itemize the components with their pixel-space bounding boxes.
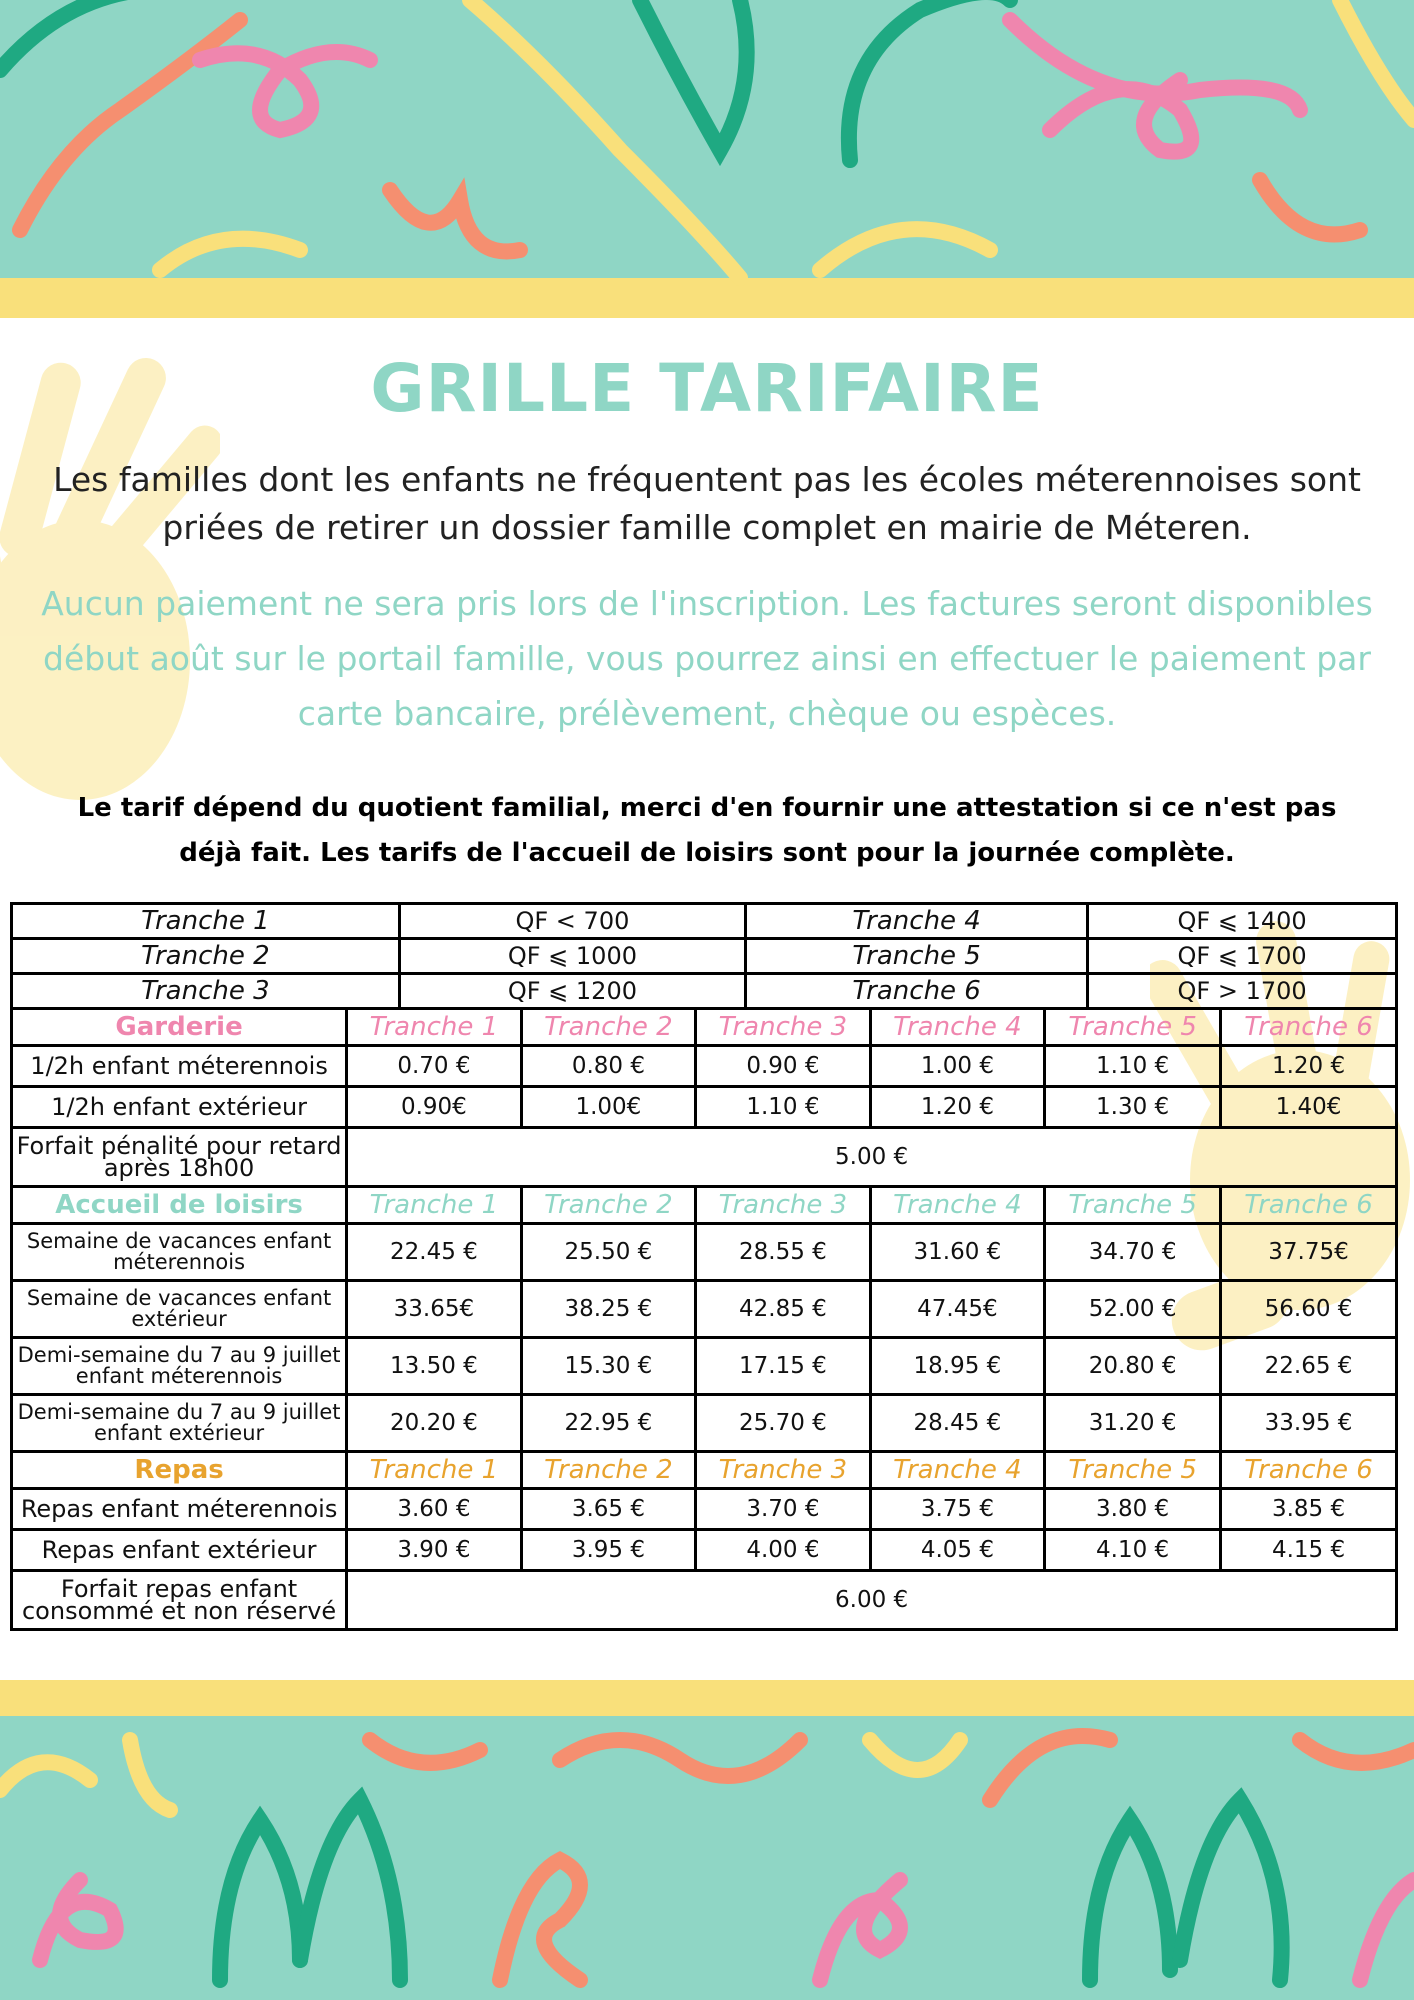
price-cell: 28.55 € [696,1224,871,1281]
table-row [12,1530,1397,1571]
row-label: Forfait pénalité pour retard après 18h00 [12,1128,347,1187]
garderie-heading: Garderie [12,1009,347,1046]
tranche-header: Tranche 1 [347,1009,522,1046]
price-cell: 31.20 € [1045,1395,1221,1452]
loisirs-header-row [12,1187,1397,1224]
tranche-header: Tranche 5 [1045,1187,1221,1224]
tranche-header: Tranche 3 [696,1452,871,1489]
price-cell: 56.60 € [1221,1281,1397,1338]
price-cell: 22.45 € [347,1224,522,1281]
price-cell: 42.85 € [696,1281,871,1338]
tranche-header: Tranche 6 [1221,1452,1397,1489]
price-cell: 3.70 € [696,1489,871,1530]
price-cell: 4.00 € [696,1530,871,1571]
price-cell: 15.30 € [521,1338,696,1395]
table-row [12,1571,1397,1630]
tarif-notice: Le tarif dépend du quotient familial, merci d'en fournir une attestation si ce n'est pas déjà fait. Les tarifs de l'accueil de loisirs sont pour la journée complète. [77,793,1337,868]
qf-tranche-label: Tranche 5 [746,939,1088,974]
qf-threshold: QF ⩽ 1200 [399,974,745,1009]
row-label: Semaine de vacances enfant extérieur [12,1281,347,1338]
qf-table [10,902,1398,1010]
price-cell: 33.65€ [347,1281,522,1338]
price-cell: 3.95 € [521,1530,696,1571]
price-cell: 1.30 € [1045,1087,1221,1128]
price-cell: 0.80 € [521,1046,696,1087]
price-cell: 1.00€ [521,1087,696,1128]
price-cell: 4.05 € [870,1530,1045,1571]
tranche-header: Tranche 4 [870,1452,1045,1489]
price-cell: 20.20 € [347,1395,522,1452]
price-cell: 6.00 € [347,1571,1397,1630]
price-cell: 3.85 € [1221,1489,1397,1530]
price-cell: 5.00 € [347,1128,1397,1187]
tranche-header: Tranche 6 [1221,1009,1397,1046]
price-cell: 3.60 € [347,1489,522,1530]
table-row [12,1489,1397,1530]
qf-row [12,974,1397,1009]
qf-row [12,939,1397,974]
price-cell: 20.80 € [1045,1338,1221,1395]
table-row [12,1281,1397,1338]
tranche-header: Tranche 6 [1221,1187,1397,1224]
qf-tranche-label: Tranche 1 [12,904,400,939]
squiggle-pattern-bottom [0,1680,1414,2000]
qf-tranche-label: Tranche 4 [746,904,1088,939]
tranche-header: Tranche 2 [521,1009,696,1046]
tranche-header: Tranche 1 [347,1187,522,1224]
qf-row [12,904,1397,939]
price-cell: 28.45 € [870,1395,1045,1452]
price-cell: 37.75€ [1221,1224,1397,1281]
qf-tranche-label: Tranche 3 [12,974,400,1009]
row-label: 1/2h enfant extérieur [12,1087,347,1128]
price-cell: 31.60 € [870,1224,1045,1281]
price-cell: 1.40€ [1221,1087,1397,1128]
bottom-decorative-band [0,1680,1414,2000]
qf-threshold: QF > 1700 [1088,974,1397,1009]
price-cell: 18.95 € [870,1338,1045,1395]
price-cell: 1.10 € [1045,1046,1221,1087]
qf-tranche-label: Tranche 2 [12,939,400,974]
price-cell: 13.50 € [347,1338,522,1395]
price-cell: 22.65 € [1221,1338,1397,1395]
payment-paragraph: Aucun paiement ne sera pris lors de l'inscription. Les factures seront disponibles début août sur le portail famille, vous pourrez ainsi en effectuer le paiement par carte bancaire, prélèvement, chèque ou espèces. [41,584,1373,733]
row-label: Forfait repas enfant consommé et non réservé [12,1571,347,1630]
table-row [12,1395,1397,1452]
price-cell: 25.70 € [696,1395,871,1452]
price-cell: 0.90 € [696,1046,871,1087]
price-cell: 0.90€ [347,1087,522,1128]
row-label: 1/2h enfant méterennois [12,1046,347,1087]
price-cell: 1.20 € [1221,1046,1397,1087]
tarif-table [10,902,1398,1631]
qf-threshold: QF ⩽ 1000 [399,939,745,974]
price-table [10,1007,1398,1631]
price-cell: 1.20 € [870,1087,1045,1128]
tranche-header: Tranche 5 [1045,1452,1221,1489]
table-row [12,1087,1397,1128]
table-row [12,1224,1397,1281]
price-cell: 17.15 € [696,1338,871,1395]
price-cell: 0.70 € [347,1046,522,1087]
tranche-header: Tranche 4 [870,1009,1045,1046]
price-cell: 34.70 € [1045,1224,1221,1281]
qf-threshold: QF ⩽ 1400 [1088,904,1397,939]
row-label: Semaine de vacances enfant méterennois [12,1224,347,1281]
price-cell: 1.00 € [870,1046,1045,1087]
repas-header-row [12,1452,1397,1489]
tranche-header: Tranche 1 [347,1452,522,1489]
price-cell: 4.15 € [1221,1530,1397,1571]
price-cell: 4.10 € [1045,1530,1221,1571]
price-cell: 1.10 € [696,1087,871,1128]
tranche-header: Tranche 3 [696,1187,871,1224]
price-cell: 38.25 € [521,1281,696,1338]
row-label: Repas enfant méterennois [12,1489,347,1530]
tranche-header: Tranche 2 [521,1187,696,1224]
tranche-header: Tranche 5 [1045,1009,1221,1046]
table-row [12,1046,1397,1087]
price-cell: 3.90 € [347,1530,522,1571]
price-cell: 3.80 € [1045,1489,1221,1530]
tranche-header: Tranche 2 [521,1452,696,1489]
tranche-header: Tranche 3 [696,1009,871,1046]
row-label: Demi-semaine du 7 au 9 juillet enfant extérieur [12,1395,347,1452]
price-cell: 3.65 € [521,1489,696,1530]
loisirs-heading: Accueil de loisirs [12,1187,347,1224]
qf-threshold: QF < 700 [399,904,745,939]
table-row [12,1338,1397,1395]
qf-tranche-label: Tranche 6 [746,974,1088,1009]
intro-paragraph: Les familles dont les enfants ne fréquentent pas les écoles méterennoises sont priées de retirer un dossier famille complet en mairie de Méteren. [53,460,1361,547]
price-cell: 47.45€ [870,1281,1045,1338]
price-cell: 22.95 € [521,1395,696,1452]
row-label: Repas enfant extérieur [12,1530,347,1571]
qf-threshold: QF ⩽ 1700 [1088,939,1397,974]
price-cell: 52.00 € [1045,1281,1221,1338]
repas-heading: Repas [12,1452,347,1489]
row-label: Demi-semaine du 7 au 9 juillet enfant méterennois [12,1338,347,1395]
price-cell: 3.75 € [870,1489,1045,1530]
top-decorative-band [0,0,1414,318]
price-cell: 25.50 € [521,1224,696,1281]
squiggle-pattern-top [0,0,1414,318]
page-title: GRILLE TARIFAIRE [370,350,1044,427]
tranche-header: Tranche 4 [870,1187,1045,1224]
price-cell: 33.95 € [1221,1395,1397,1452]
garderie-header-row [12,1009,1397,1046]
table-row [12,1128,1397,1187]
